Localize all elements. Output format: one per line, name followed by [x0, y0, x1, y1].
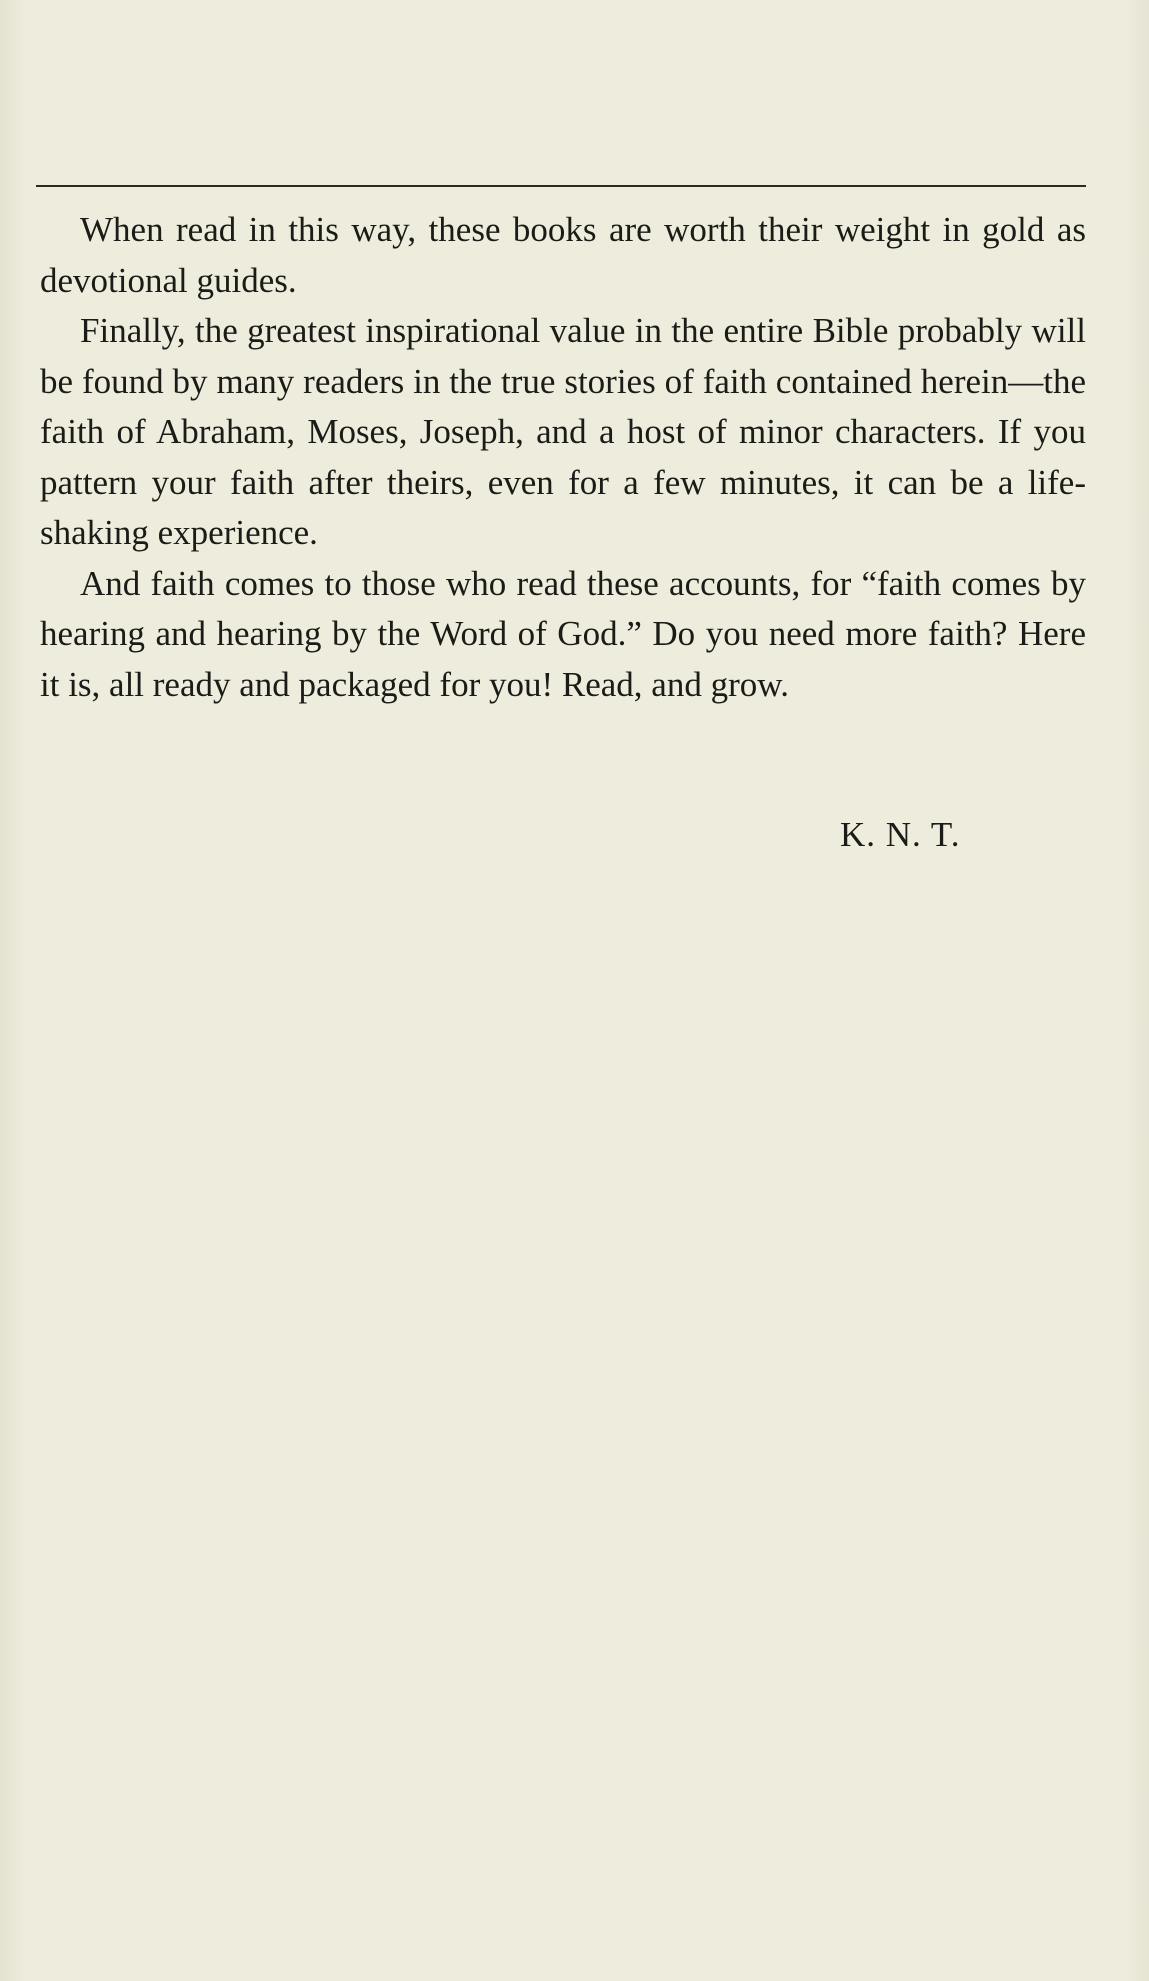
author-initials: K. N. T. — [840, 815, 961, 854]
body-text — [40, 205, 1086, 710]
paragraph-3: And faith comes to those who read these accounts, for “faith comes by hearing and hearing by the Word of God.” Do you need more faith? Here it is, all ready and packaged for you! Read, and grow. — [40, 563, 1086, 704]
paragraph-1: When read in this way, these books are worth their weight in gold as devotional guides. — [40, 210, 1086, 300]
paragraph-2: Finally, the greatest inspirational value in the entire Bible probably will be found by many readers in the true stories of faith contained herein—the faith of Abraham, Moses, Joseph, and a host of minor characters. If you pattern your faith after theirs, even for a few minutes, it can be a life-shaking experience. — [40, 311, 1086, 552]
top-rule — [36, 185, 1086, 187]
